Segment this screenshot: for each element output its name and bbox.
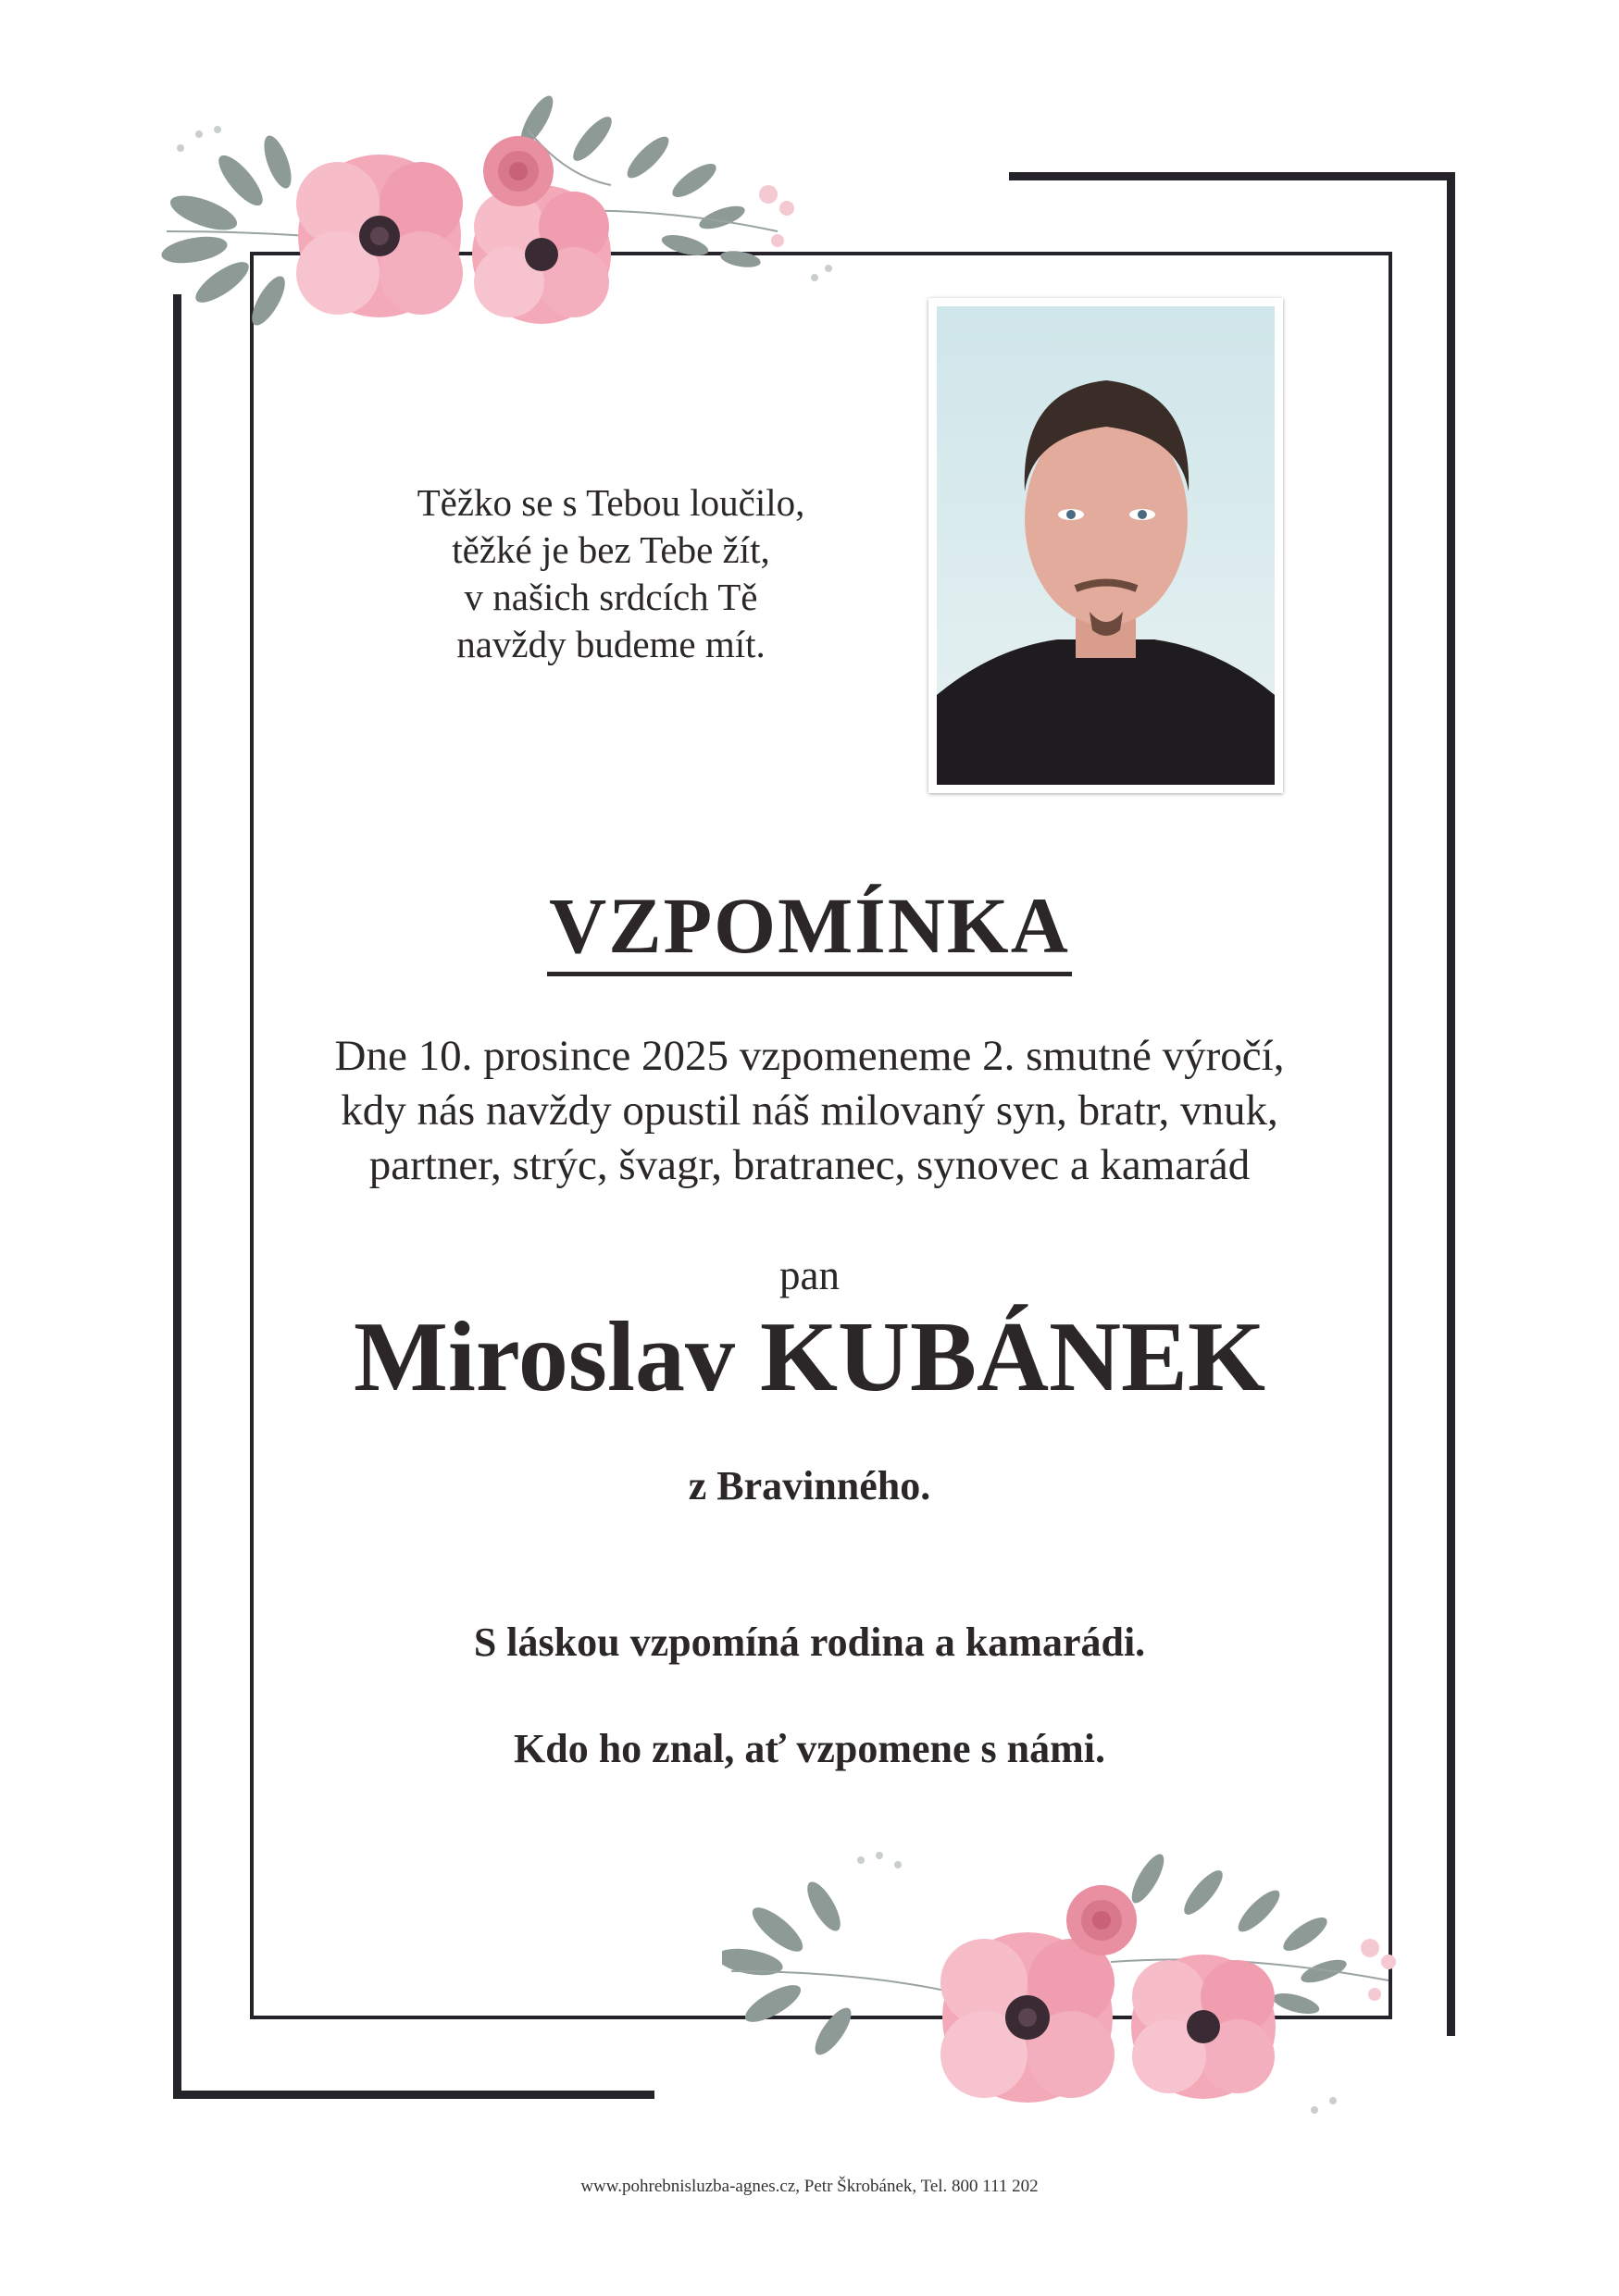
poem-line: navždy budeme mít. (456, 623, 766, 665)
poem-line: těžké je bez Tebe žít, (452, 528, 770, 571)
poem-line: v našich srdcích Tě (464, 576, 758, 618)
poem-line: Těžko se s Tebou loučilo, (417, 481, 805, 524)
closing-line: Kdo ho znal, ať vzpomene s námi. (514, 1726, 1105, 1771)
deceased-title: pan (779, 1252, 840, 1298)
announcement-line: partner, strýc, švagr, bratranec, synovec a kamarád (368, 1141, 1251, 1189)
portrait-photo (928, 298, 1283, 793)
footer-contact: www.pohrebnisluzba-agnes.cz, Petr Škrobánek, Tel. 800 111 202 (580, 2177, 1039, 2196)
outer-frame-left (173, 294, 181, 2099)
rosebud (483, 136, 554, 206)
poem (315, 479, 907, 668)
portrait-image (937, 306, 1275, 785)
blossom-large-right (472, 185, 611, 324)
flower-decoration-bottom (722, 1842, 1537, 2156)
announcement-line: kdy nás navždy opustil náš milovaný syn, bratr, vnuk, (341, 1086, 1278, 1135)
deceased-origin: z Bravinného. (688, 1463, 931, 1508)
announcement (0, 1029, 1619, 1193)
page-title: VZPOMÍNKA (547, 881, 1072, 976)
blossom-large-left (296, 155, 463, 317)
deceased-name: Miroslav KUBÁNEK (353, 1302, 1266, 1412)
announcement-line: Dne 10. prosince 2025 vzpomeneme 2. smutné výročí, (334, 1032, 1285, 1080)
flower-decoration-top (130, 93, 944, 407)
outer-frame-top (1009, 172, 1455, 180)
outer-frame-bottom (173, 2091, 654, 2099)
rosebud (1066, 1885, 1137, 1955)
blossom-large-left (940, 1932, 1115, 2103)
heading-container (0, 881, 1619, 976)
signature: S láskou vzpomíná rodina a kamarádi. (473, 1620, 1146, 1665)
blossom-large-right (1131, 1955, 1276, 2099)
